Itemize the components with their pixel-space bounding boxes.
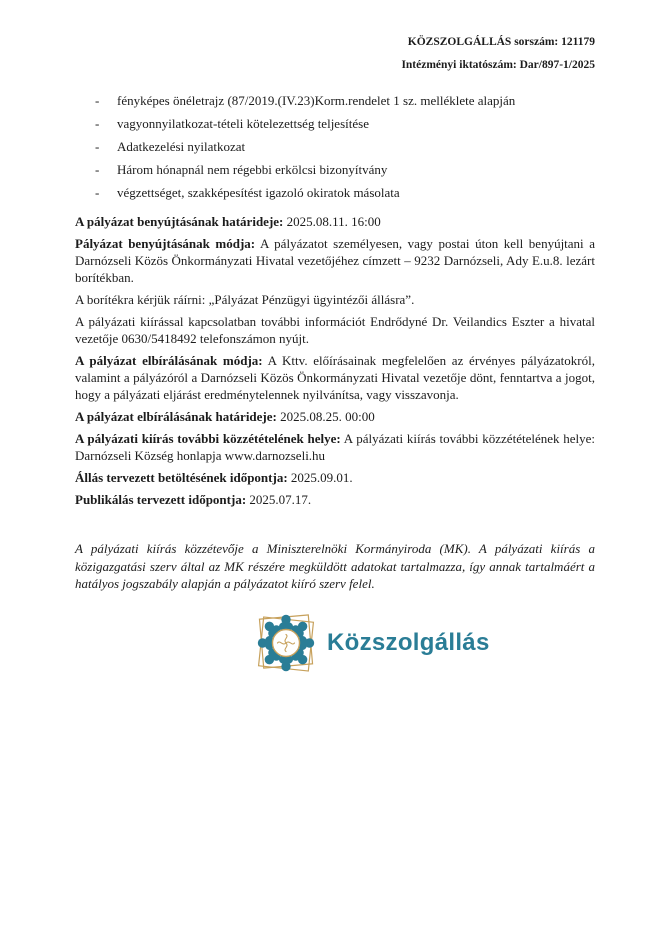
field-value: A pályázati kiírással kapcsolatban további információt Endrődyné Dr. Veilandics Eszter a hivatal vezetője 0630/5418492 telefonszámon nyújt. (75, 314, 595, 346)
list-item (75, 92, 595, 109)
field-label: A pályázati kiírás további közzétételének helye: (75, 431, 341, 446)
list-item-text: fényképes önéletrajz (87/2019.(IV.23)Korm.rendelet 1 sz. melléklete alapján (117, 93, 516, 108)
field-value: A Kttv. előírásainak megfelelően az érvényes pályázatokról, valamint a pályázóról a Darnózseli Közös Önkormányzati Hivatal vezetője dönt, fenntartva a jogot, hogy a pályázati eljárást eredménytelennek nyilvánítsa, vagy visszavonja. (75, 353, 595, 402)
paragraph-submission-deadline (75, 213, 595, 230)
header-serial-number: KÖZSZOLGÁLLÁS sorszám: 121179 (407, 36, 595, 48)
field-value: A pályázatot személyesen, vagy postai úton kell benyújtani a Darnózseli Közös Önkormányzati Hivatal vezetőjéhez címzett – 9232 Darnózseli, Ady E.u.8. lezárt borítékban. (75, 236, 595, 285)
field-label: Publikálás tervezett időpontja: (75, 492, 247, 507)
field-value: 2025.09.01. (287, 470, 353, 485)
required-documents-list (75, 92, 595, 201)
bullet-dash: - (95, 185, 100, 200)
field-label: A pályázat benyújtásának határideje: (75, 214, 284, 229)
field-value: A borítékra kérjük ráírni: „Pályázat Pénzügyi ügyintézői állásra”. (75, 292, 415, 307)
paragraph-publication-place (75, 430, 595, 464)
publisher-disclaimer: A pályázati kiírás közzétevője a Miniszterelnöki Kormányiroda (MK). A pályázati kiírás a közigazgatási szerv által az MK részére megküldött adatokat tartalmazza, így annak tartalmáért a hatályos jogszabály alapján a pályázatot kiíró szerv felel. (75, 541, 595, 591)
list-item-text: Három hónapnál nem régebbi erkölcsi bizonyítvány (117, 162, 388, 177)
field-value: 2025.07.17. (246, 492, 312, 507)
paragraph-position-start-date (75, 469, 595, 486)
bullet-dash: - (95, 139, 100, 154)
paragraph-envelope-note (75, 291, 595, 308)
field-label: A pályázat elbírálásának módja: (75, 353, 263, 368)
paragraph-submission-method (75, 235, 595, 286)
field-label: Állás tervezett betöltésének időpontja: (75, 470, 288, 485)
paragraph-evaluation-deadline (75, 408, 595, 425)
bullet-dash: - (95, 93, 100, 108)
paragraph-publish-date (75, 491, 595, 508)
field-label: Pályázat benyújtásának módja: (75, 236, 256, 251)
field-label: A pályázat elbírálásának határideje: (75, 409, 277, 424)
document-header (75, 36, 595, 72)
paragraph-evaluation-method (75, 352, 595, 403)
kozszolgallas-emblem-icon (252, 610, 320, 676)
list-item-text: Adatkezelési nyilatkozat (117, 139, 246, 154)
list-item (75, 184, 595, 201)
paragraph-contact-info (75, 313, 595, 347)
field-value: 2025.08.11. 16:00 (283, 214, 381, 229)
list-item (75, 115, 595, 132)
list-item (75, 161, 595, 178)
field-value: 2025.08.25. 00:00 (276, 409, 375, 424)
bullet-dash: - (95, 162, 100, 177)
list-item (75, 138, 595, 155)
list-item-text: végzettséget, szakképesítést igazoló okiratok másolata (117, 185, 400, 200)
kozszolgallas-logo (252, 610, 595, 676)
header-registry-number: Intézményi iktatószám: Dar/897-1/2025 (401, 59, 595, 71)
logo-wordmark: Közszolgállás (327, 629, 490, 656)
bullet-dash: - (95, 116, 100, 131)
field-value: A pályázati kiírás további közzétételének helye: Darnózseli Község honlapja www.darnozseli.hu (75, 431, 596, 463)
list-item-text: vagyonnyilatkozat-tételi kötelezettség teljesítése (117, 116, 369, 131)
